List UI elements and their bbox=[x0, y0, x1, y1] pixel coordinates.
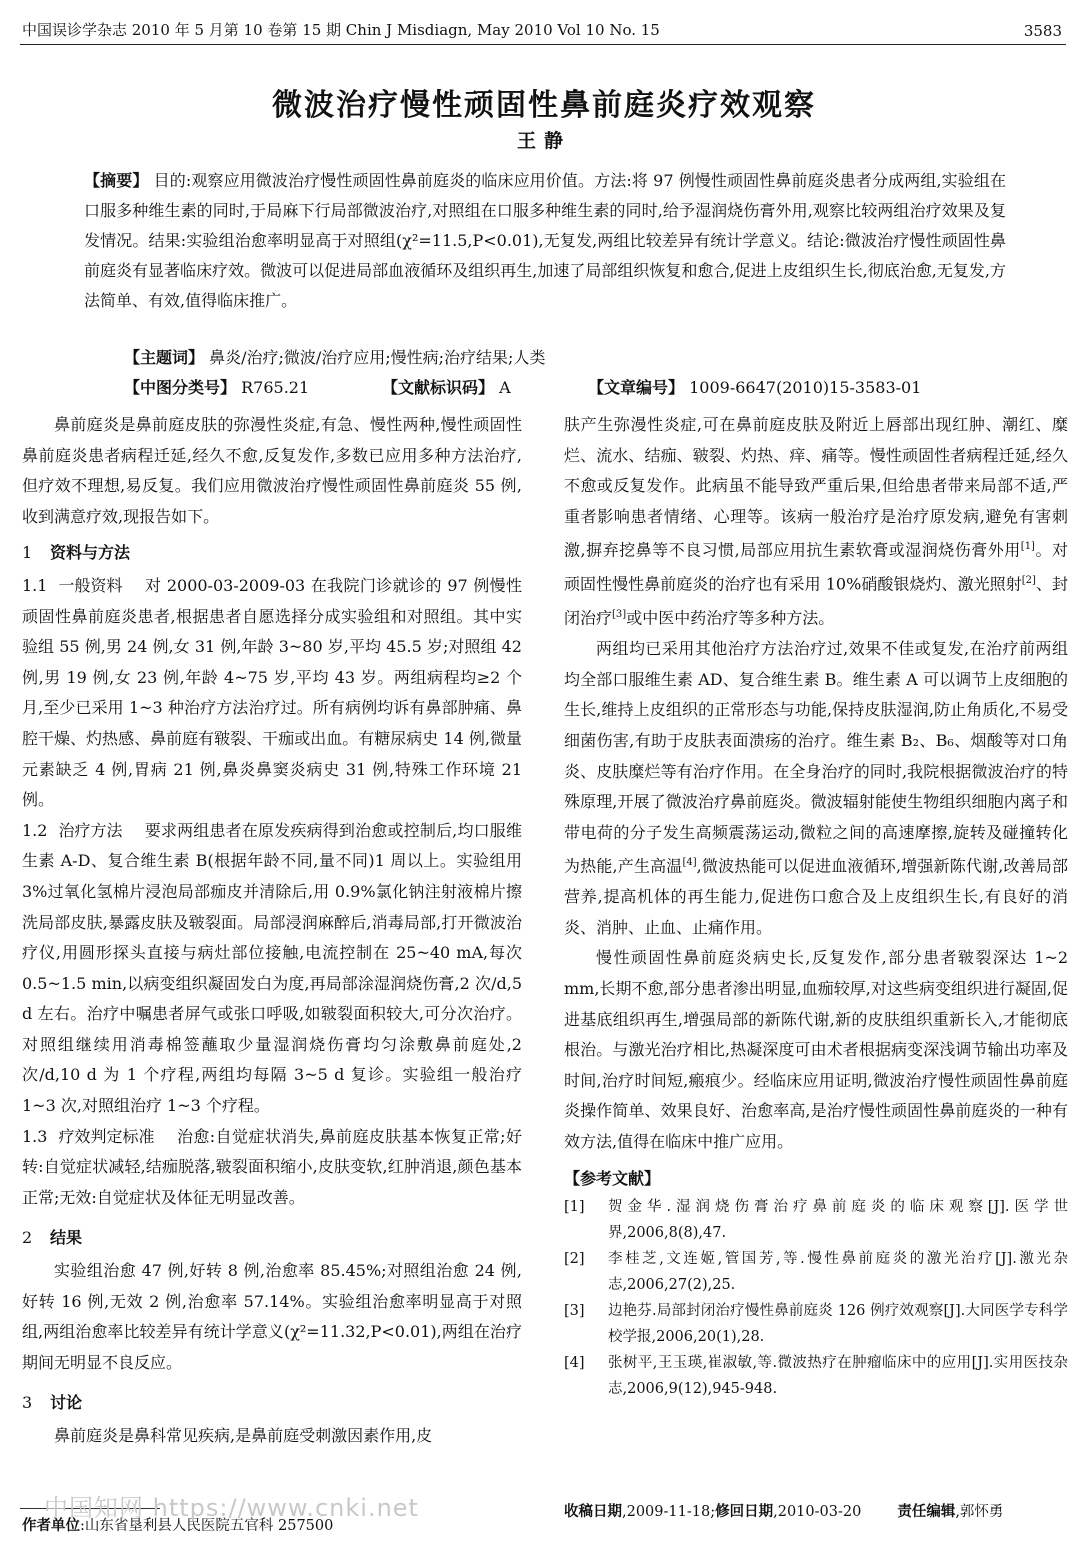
reference-text: 贺金华.湿润烧伤膏治疗鼻前庭炎的临床观察[J].医学世界,2006,8(8),47. bbox=[608, 1199, 1068, 1242]
left-column bbox=[22, 410, 522, 1452]
author-affiliation: 作者单位:山东省垦利县人民医院五官科 257500 bbox=[22, 1517, 334, 1534]
citation-4: [4] bbox=[682, 857, 697, 869]
section-1-2: 1.2 治疗方法 要求两组患者在原发疾病得到治愈或控制后,均口服维生素 A-D、复合维生素 B(根据年龄不同,量不同)1 周以上。实验组用 3%过氧化氢棉片浸泡局部痂皮并清除后,用 0.9%氯化钠注射液棉片擦洗局部皮肤,暴露皮肤及皲裂面。局部浸润麻醉后,消毒局部,打开微波治疗仪,用圆形探头直接与病灶部位接触,电流控制在 25~40 mA,每次 0.5~1.5 min,以病变组织凝固发白为度,再局部涂湿润烧伤膏,2 次/d,5 d 左右。治疗中嘱患者屏气或张口呼吸,如皲裂面积较大,可分次治疗。对照组继续用消毒棉签蘸取少量湿润烧伤膏均匀涂敷鼻前庭处,2 次/d,10 d 为 1 个疗程,两组均每隔 3~5 d 复诊。实验组一般治疗 1~3 次,对照组治疗 1~3 个疗程。 bbox=[22, 820, 522, 1116]
discussion-paragraph-2: 两组均已采用其他治疗方法治疗过,效果不佳或复发,在治疗前两组均全部口服维生素 AD、复合维生素 B。维生素 A 可以调节上皮细胞的生长,维持上皮组织的正常形态与功能,保持皮肤湿润,防止角质化,不易受细菌伤害,有助于皮肤表面溃疡的治疗。维生素 B₂、B₆、烟酸等对口角炎、皮肤糜烂等有治疗作用。在全身治疗的同时,我院根据微波治疗的特殊原理,开展了微波治疗鼻前庭炎。微波辐射能使生物组织细胞内离子和带电荷的分子发生高频震荡运动,微粒之间的高速摩擦,旋转及碰撞转化为热能,产生高温[4],微波热能可以促进血液循环,增强新陈代谢,改善局部营养,提高机体的再生能力,促进伤口愈合及上皮组织生长,有良好的消炎、消肿、止血、止痛作用。 bbox=[564, 639, 1069, 937]
keywords-text: 鼻炎/治疗;微波/治疗应用;慢性病;治疗结果;人类 bbox=[204, 348, 546, 367]
reference-item bbox=[564, 1350, 1068, 1402]
section-1-1: 1.1 一般资料 对 2000-03-2009-03 在我院门诊就诊的 97 例慢性顽固性鼻前庭炎患者,根据患者自愿选择分成实验组和对照组。其中实验组 55 例,男 24 例,女 31 例,年龄 3~80 岁,平均 45.5 岁;对照组 42 例,男 19 例,女 23 例,年龄 4~75 岁,平均 43 岁。两组病程均≥2 个月,至少已采用 1~3 种治疗方法治疗过。所有病例均诉有鼻部肿痛、鼻腔干燥、灼热感、鼻前庭有皲裂、干痂或出血。有糖尿病史 14 例,微量元素缺乏 4 例,胃病 21 例,鼻炎鼻窦炎病史 31 例,特殊工作环境 21 例。 bbox=[22, 575, 522, 810]
doc-code: A bbox=[494, 378, 511, 397]
right-column bbox=[564, 410, 1068, 1402]
header-rule bbox=[20, 44, 1066, 45]
clc-label: 【中图分类号】 bbox=[124, 378, 237, 397]
reference-number: [3] bbox=[564, 1303, 585, 1320]
citation-2: [2] bbox=[1021, 575, 1036, 587]
article-title: 微波治疗慢性顽固性鼻前庭炎疗效观察 bbox=[272, 88, 816, 123]
author-name: 王静 bbox=[516, 130, 571, 152]
journal-citation: 中国误诊学杂志 2010 年 5 月第 10 卷第 15 期 Chin J Misdiagn, May 2010 Vol 10 No. 15 bbox=[22, 21, 660, 39]
running-header bbox=[22, 18, 1062, 40]
citation-3: [3] bbox=[612, 609, 627, 621]
article-number: 1009-6647(2010)15-3583-01 bbox=[684, 378, 922, 397]
section-1-heading: 1 资料与方法 bbox=[22, 543, 131, 563]
discussion-start: 鼻前庭炎是鼻科常见疾病,是鼻前庭受刺激因素作用,皮 bbox=[54, 1426, 433, 1445]
section-1-3: 1.3 疗效判定标准 治愈:自觉症状消失,鼻前庭皮肤基本恢复正常;好转:自觉症状减轻,结痂脱落,皲裂面积缩小,皮肤变软,红肿消退,颜色基本正常;无效:自觉症状及体征无明显改善。 bbox=[22, 1126, 522, 1207]
classification-line bbox=[124, 374, 1004, 402]
reference-item bbox=[564, 1298, 1068, 1350]
reference-number: [4] bbox=[564, 1355, 585, 1372]
reference-number: [2] bbox=[564, 1251, 585, 1268]
discussion-paragraph-1: 肤产生弥漫性炎症,可在鼻前庭皮肤及附近上唇部出现红肿、潮红、糜烂、流水、结痂、皲裂、灼热、痒、痛等。慢性顽固性者病程迁延,经久不愈或反复发作。此病虽不能导致严重后果,但给患者带来局部不适,严重者影响患者情绪、心理等。该病一般治疗是治疗原发病,避免有害刺激,摒弃挖鼻等不良习惯,局部应用抗生素软膏或湿润烧伤膏外用[1]。对顽固性慢性鼻前庭炎的治疗也有采用 10%硝酸银烧灼、激光照射[2]、封闭治疗[3]或中医中药治疗等多种方法。 bbox=[564, 415, 1068, 628]
cnki-watermark: 中国知网 https://www.cnki.net bbox=[44, 1494, 419, 1522]
reference-list bbox=[564, 1194, 1068, 1402]
abstract-text: 目的:观察应用微波治疗慢性顽固性鼻前庭炎的临床应用价值。方法:将 97 例慢性顽固性鼻前庭炎患者分成两组,实验组在口服多种维生素的同时,于局麻下行局部微波治疗,对照组在口服多种维生素的同时,给予湿润烧伤膏外用,观察比较两组治疗效果及复发情况。结果:实验组治愈率明显高于对照组(χ²=11.5,P<0.01),无复发,两组比较差异有统计学意义。结论:微波治疗慢性顽固性鼻前庭炎有显著临床疗效。微波可以促进局部血液循环及组织再生,加速了局部组织恢复和愈合,促进上皮组织生长,彻底治愈,无复发,方法简单、有效,值得临床推广。 bbox=[84, 171, 1006, 310]
results-paragraph: 实验组治愈 47 例,好转 8 例,治愈率 85.45%;对照组治愈 24 例,好转 16 例,无效 2 例,治愈率 57.14%。实验组治愈率明显高于对照组,两组治愈率比较差异有统计学意义(χ²=11.32,P<0.01),两组在治疗期间无明显不良反应。 bbox=[22, 1261, 522, 1372]
reference-number: [1] bbox=[564, 1199, 585, 1216]
article-dates: 收稿日期,2009-11-18;修回日期,2010-03-20 责任编辑,郭怀勇 bbox=[564, 1503, 1004, 1520]
reference-item bbox=[564, 1246, 1068, 1298]
citation-1: [1] bbox=[1020, 541, 1035, 553]
clc-code: R765.21 bbox=[236, 378, 310, 397]
section-3-heading: 3 讨论 bbox=[22, 1393, 83, 1413]
article-number-label: 【文章编号】 bbox=[588, 378, 685, 397]
abstract bbox=[84, 166, 1006, 316]
reference-item bbox=[564, 1194, 1068, 1246]
abstract-label: 【摘要】 bbox=[84, 171, 149, 190]
reference-text: 边艳芬.局部封闭治疗慢性鼻前庭炎 126 例疗效观察[J].大同医学专科学校学报,2006,20(1),28. bbox=[608, 1303, 1068, 1346]
discussion-paragraph-3: 慢性顽固性鼻前庭炎病史长,反复发作,部分患者皲裂深达 1~2 mm,长期不愈,部分患者渗出明显,血痂较厚,对这些病变组织进行凝固,促进基底组织再生,增强局部的新陈代谢,新的皮肤组织重新长入,才能彻底根治。与激光治疗相比,热凝深度可由术者根据病变深浅调节输出功率及时间,治疗时间短,瘢痕少。经临床应用证明,微波治疗慢性顽固性鼻前庭炎操作简单、效果良好、治愈率高,是治疗慢性顽固性鼻前庭炎的一种有效方法,值得在临床中推广应用。 bbox=[564, 948, 1068, 1151]
keywords-label: 【主题词】 bbox=[124, 348, 205, 367]
intro-paragraph: 鼻前庭炎是鼻前庭皮肤的弥漫性炎症,有急、慢性两种,慢性顽固性鼻前庭炎患者病程迁延,经久不愈,反复发作,多数已应用多种方法治疗,但疗效不理想,易反复。我们应用微波治疗慢性顽固性鼻前庭炎 55 例,收到满意疗效,现报告如下。 bbox=[22, 415, 522, 526]
references-heading: 【参考文献】 bbox=[564, 1168, 661, 1188]
doc-code-label: 【文献标识码】 bbox=[382, 378, 495, 397]
keywords bbox=[124, 344, 1004, 372]
section-2-heading: 2 结果 bbox=[22, 1228, 83, 1248]
reference-text: 张树平,王玉瑛,崔淑敏,等.微波热疗在肿瘤临床中的应用[J].实用医技杂志,2006,9(12),945-948. bbox=[608, 1355, 1068, 1398]
reference-text: 李桂芝,文连姬,管国芳,等.慢性鼻前庭炎的激光治疗[J].激光杂志,2006,27(2),25. bbox=[608, 1251, 1068, 1294]
page-number: 3583 bbox=[1023, 22, 1062, 40]
